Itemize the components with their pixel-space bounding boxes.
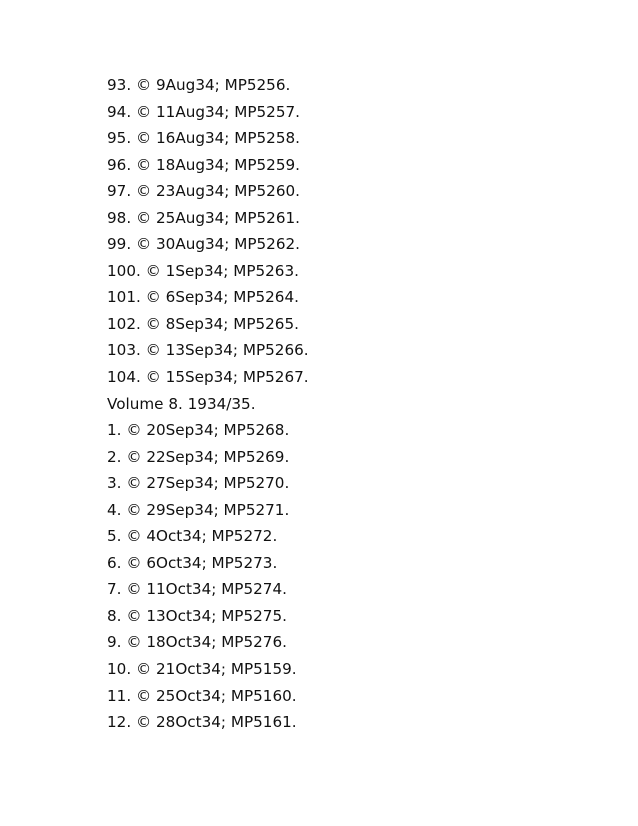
copyright-entry: 3. © 27Sep34; MP5270. [107, 474, 290, 493]
copyright-entry: 11. © 25Oct34; MP5160. [107, 686, 297, 705]
copyright-entry: 9. © 18Oct34; MP5276. [107, 633, 287, 652]
volume-heading: Volume 8. 1934/35. [107, 394, 256, 413]
copyright-entry: 101. © 6Sep34; MP5264. [107, 288, 299, 307]
copyright-entry: 102. © 8Sep34; MP5265. [107, 314, 299, 333]
copyright-entry: 94. © 11Aug34; MP5257. [107, 102, 300, 121]
copyright-entry: 103. © 13Sep34; MP5266. [107, 341, 309, 360]
copyright-entry: 8. © 13Oct34; MP5275. [107, 606, 287, 625]
copyright-entry: 95. © 16Aug34; MP5258. [107, 129, 300, 148]
copyright-entry: 100. © 1Sep34; MP5263. [107, 261, 299, 280]
copyright-entry: 10. © 21Oct34; MP5159. [107, 660, 297, 679]
copyright-entry: 98. © 25Aug34; MP5261. [107, 208, 300, 227]
copyright-entry: 1. © 20Sep34; MP5268. [107, 421, 290, 440]
copyright-entry: 96. © 18Aug34; MP5259. [107, 155, 300, 174]
copyright-entry: 12. © 28Oct34; MP5161. [107, 713, 297, 732]
copyright-entry: 2. © 22Sep34; MP5269. [107, 447, 290, 466]
copyright-entry: 93. © 9Aug34; MP5256. [107, 76, 291, 94]
copyright-entry: 104. © 15Sep34; MP5267. [107, 368, 309, 387]
copyright-entry: 6. © 6Oct34; MP5273. [107, 553, 278, 572]
copyright-entry: 99. © 30Aug34; MP5262. [107, 235, 300, 254]
copyright-entry: 4. © 29Sep34; MP5271. [107, 500, 290, 519]
copyright-entry: 5. © 4Oct34; MP5272. [107, 527, 278, 546]
copyright-entry-list [107, 72, 309, 736]
copyright-entry: 97. © 23Aug34; MP5260. [107, 182, 300, 201]
copyright-entry: 7. © 11Oct34; MP5274. [107, 580, 287, 599]
